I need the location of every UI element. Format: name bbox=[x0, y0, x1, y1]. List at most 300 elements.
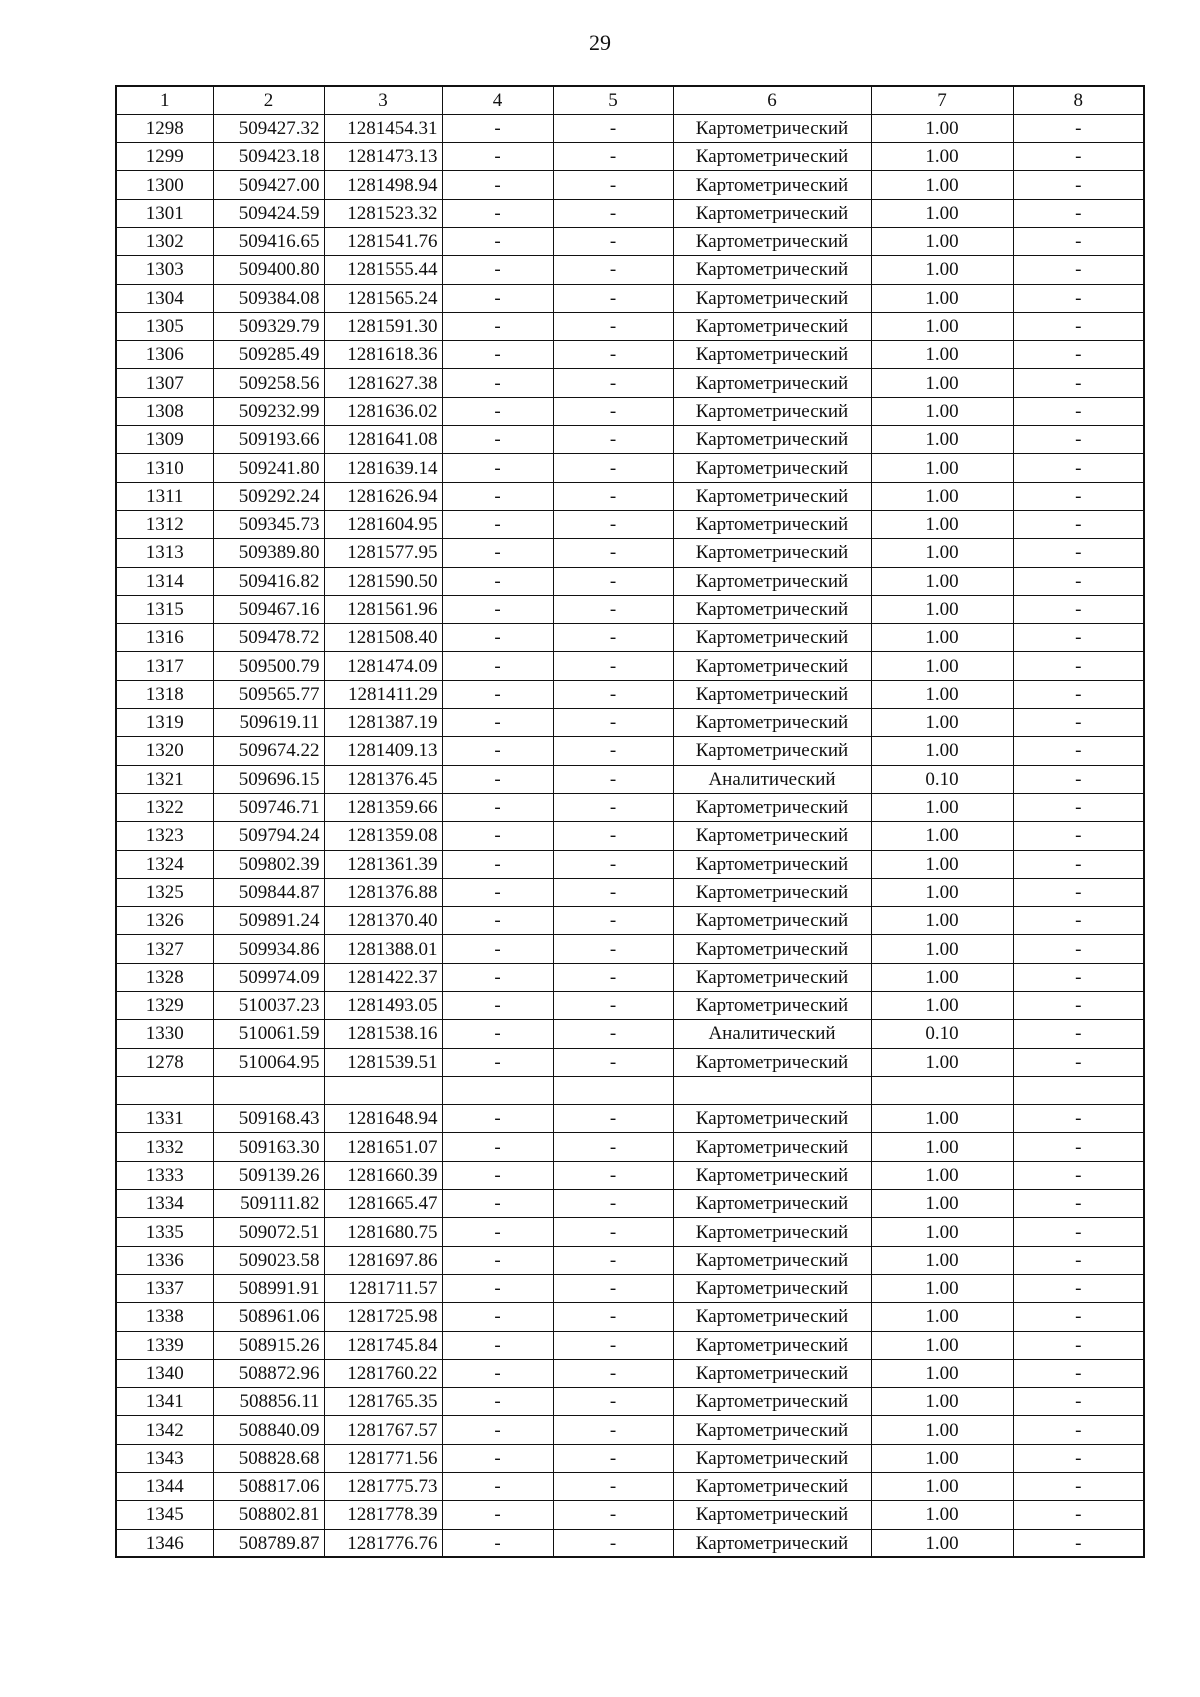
col5-cell: - bbox=[553, 1105, 673, 1133]
col5-cell: - bbox=[553, 567, 673, 595]
point-number-cell: 1319 bbox=[116, 709, 213, 737]
point-number-cell: 1329 bbox=[116, 992, 213, 1020]
point-number-cell: 1299 bbox=[116, 143, 213, 171]
point-number-cell: 1303 bbox=[116, 256, 213, 284]
accuracy-cell: 1.00 bbox=[871, 1048, 1013, 1076]
method-cell: Аналитический bbox=[673, 765, 871, 793]
y-coordinate-cell: 1281370.40 bbox=[324, 907, 442, 935]
y-coordinate-cell: 1281745.84 bbox=[324, 1331, 442, 1359]
y-coordinate-cell: 1281539.51 bbox=[324, 1048, 442, 1076]
point-number-cell: 1336 bbox=[116, 1246, 213, 1274]
column-header: 7 bbox=[871, 86, 1013, 114]
accuracy-cell: 1.00 bbox=[871, 567, 1013, 595]
y-coordinate-cell: 1281409.13 bbox=[324, 737, 442, 765]
point-number-cell: 1341 bbox=[116, 1388, 213, 1416]
method-cell: Картометрический bbox=[673, 341, 871, 369]
table-row bbox=[116, 341, 1144, 369]
point-number-cell: 1343 bbox=[116, 1444, 213, 1472]
y-coordinate-cell: 1281359.66 bbox=[324, 793, 442, 821]
point-number-cell: 1316 bbox=[116, 624, 213, 652]
accuracy-cell bbox=[871, 1076, 1013, 1104]
method-cell: Картометрический bbox=[673, 1161, 871, 1189]
col5-cell: - bbox=[553, 539, 673, 567]
x-coordinate-cell: 508872.96 bbox=[213, 1359, 324, 1387]
y-coordinate-cell: 1281767.57 bbox=[324, 1416, 442, 1444]
col4-cell: - bbox=[442, 256, 553, 284]
method-cell: Картометрический bbox=[673, 652, 871, 680]
col8-cell: - bbox=[1013, 595, 1144, 623]
point-number-cell: 1327 bbox=[116, 935, 213, 963]
method-cell: Картометрический bbox=[673, 1359, 871, 1387]
x-coordinate-cell: 509424.59 bbox=[213, 199, 324, 227]
col8-cell: - bbox=[1013, 963, 1144, 991]
col4-cell: - bbox=[442, 822, 553, 850]
col8-cell: - bbox=[1013, 1331, 1144, 1359]
col5-cell: - bbox=[553, 624, 673, 652]
col5-cell: - bbox=[553, 1020, 673, 1048]
y-coordinate-cell: 1281626.94 bbox=[324, 482, 442, 510]
col4-cell: - bbox=[442, 1274, 553, 1302]
method-cell: Картометрический bbox=[673, 1274, 871, 1302]
table-row bbox=[116, 171, 1144, 199]
col4-cell bbox=[442, 1076, 553, 1104]
col5-cell: - bbox=[553, 1274, 673, 1302]
col8-cell: - bbox=[1013, 822, 1144, 850]
y-coordinate-cell: 1281618.36 bbox=[324, 341, 442, 369]
method-cell: Картометрический bbox=[673, 737, 871, 765]
accuracy-cell: 1.00 bbox=[871, 680, 1013, 708]
x-coordinate-cell: 509292.24 bbox=[213, 482, 324, 510]
table-row bbox=[116, 1246, 1144, 1274]
col4-cell: - bbox=[442, 878, 553, 906]
col4-cell: - bbox=[442, 935, 553, 963]
col5-cell: - bbox=[553, 1473, 673, 1501]
accuracy-cell: 1.00 bbox=[871, 624, 1013, 652]
col4-cell: - bbox=[442, 1190, 553, 1218]
col8-cell: - bbox=[1013, 793, 1144, 821]
point-number-cell: 1302 bbox=[116, 227, 213, 255]
table-row bbox=[116, 850, 1144, 878]
point-number-cell: 1315 bbox=[116, 595, 213, 623]
table-row bbox=[116, 114, 1144, 142]
method-cell: Картометрический bbox=[673, 1246, 871, 1274]
accuracy-cell: 1.00 bbox=[871, 1303, 1013, 1331]
col4-cell: - bbox=[442, 595, 553, 623]
point-number-cell: 1346 bbox=[116, 1529, 213, 1557]
col4-cell: - bbox=[442, 765, 553, 793]
point-number-cell: 1278 bbox=[116, 1048, 213, 1076]
table-row bbox=[116, 793, 1144, 821]
table-row bbox=[116, 1416, 1144, 1444]
accuracy-cell: 1.00 bbox=[871, 227, 1013, 255]
col8-cell: - bbox=[1013, 1388, 1144, 1416]
col5-cell: - bbox=[553, 1133, 673, 1161]
col8-cell: - bbox=[1013, 397, 1144, 425]
point-number-cell bbox=[116, 1076, 213, 1104]
col4-cell: - bbox=[442, 284, 553, 312]
col8-cell: - bbox=[1013, 935, 1144, 963]
col4-cell: - bbox=[442, 454, 553, 482]
point-number-cell: 1333 bbox=[116, 1161, 213, 1189]
point-number-cell: 1305 bbox=[116, 312, 213, 340]
col8-cell: - bbox=[1013, 1416, 1144, 1444]
col5-cell: - bbox=[553, 397, 673, 425]
col8-cell: - bbox=[1013, 482, 1144, 510]
accuracy-cell: 1.00 bbox=[871, 1444, 1013, 1472]
table-row bbox=[116, 992, 1144, 1020]
table-row bbox=[116, 907, 1144, 935]
accuracy-cell: 1.00 bbox=[871, 114, 1013, 142]
col5-cell: - bbox=[553, 907, 673, 935]
table-row bbox=[116, 595, 1144, 623]
method-cell: Картометрический bbox=[673, 1501, 871, 1529]
col4-cell: - bbox=[442, 1388, 553, 1416]
column-header: 6 bbox=[673, 86, 871, 114]
col8-cell: - bbox=[1013, 284, 1144, 312]
accuracy-cell: 1.00 bbox=[871, 737, 1013, 765]
x-coordinate-cell: 509746.71 bbox=[213, 793, 324, 821]
col5-cell: - bbox=[553, 114, 673, 142]
col4-cell: - bbox=[442, 963, 553, 991]
y-coordinate-cell: 1281411.29 bbox=[324, 680, 442, 708]
point-number-cell: 1307 bbox=[116, 369, 213, 397]
col4-cell: - bbox=[442, 992, 553, 1020]
col5-cell: - bbox=[553, 680, 673, 708]
col5-cell: - bbox=[553, 992, 673, 1020]
x-coordinate-cell: 508840.09 bbox=[213, 1416, 324, 1444]
col4-cell: - bbox=[442, 539, 553, 567]
point-number-cell: 1310 bbox=[116, 454, 213, 482]
method-cell: Картометрический bbox=[673, 878, 871, 906]
col4-cell: - bbox=[442, 1501, 553, 1529]
y-coordinate-cell: 1281660.39 bbox=[324, 1161, 442, 1189]
col4-cell: - bbox=[442, 1048, 553, 1076]
col8-cell: - bbox=[1013, 341, 1144, 369]
point-number-cell: 1324 bbox=[116, 850, 213, 878]
y-coordinate-cell: 1281775.73 bbox=[324, 1473, 442, 1501]
y-coordinate-cell: 1281523.32 bbox=[324, 199, 442, 227]
point-number-cell: 1317 bbox=[116, 652, 213, 680]
col5-cell: - bbox=[553, 1048, 673, 1076]
accuracy-cell: 1.00 bbox=[871, 1529, 1013, 1557]
point-number-cell: 1345 bbox=[116, 1501, 213, 1529]
point-number-cell: 1301 bbox=[116, 199, 213, 227]
point-number-cell: 1338 bbox=[116, 1303, 213, 1331]
y-coordinate-cell: 1281680.75 bbox=[324, 1218, 442, 1246]
accuracy-cell: 1.00 bbox=[871, 709, 1013, 737]
y-coordinate-cell bbox=[324, 1076, 442, 1104]
col4-cell: - bbox=[442, 567, 553, 595]
y-coordinate-cell: 1281648.94 bbox=[324, 1105, 442, 1133]
accuracy-cell: 0.10 bbox=[871, 1020, 1013, 1048]
method-cell: Картометрический bbox=[673, 1105, 871, 1133]
col8-cell: - bbox=[1013, 426, 1144, 454]
table-row bbox=[116, 143, 1144, 171]
col5-cell: - bbox=[553, 1388, 673, 1416]
col4-cell: - bbox=[442, 737, 553, 765]
point-number-cell: 1312 bbox=[116, 510, 213, 538]
accuracy-cell: 1.00 bbox=[871, 1190, 1013, 1218]
table-row bbox=[116, 709, 1144, 737]
col4-cell: - bbox=[442, 907, 553, 935]
y-coordinate-cell: 1281541.76 bbox=[324, 227, 442, 255]
table-row bbox=[116, 935, 1144, 963]
point-number-cell: 1325 bbox=[116, 878, 213, 906]
method-cell: Картометрический bbox=[673, 369, 871, 397]
accuracy-cell: 1.00 bbox=[871, 1246, 1013, 1274]
col4-cell: - bbox=[442, 652, 553, 680]
method-cell bbox=[673, 1076, 871, 1104]
accuracy-cell: 1.00 bbox=[871, 1161, 1013, 1189]
accuracy-cell: 1.00 bbox=[871, 793, 1013, 821]
point-number-cell: 1342 bbox=[116, 1416, 213, 1444]
table-row bbox=[116, 199, 1144, 227]
y-coordinate-cell: 1281359.08 bbox=[324, 822, 442, 850]
col8-cell: - bbox=[1013, 1303, 1144, 1331]
col8-cell: - bbox=[1013, 1133, 1144, 1161]
table-row bbox=[116, 1303, 1144, 1331]
method-cell: Картометрический bbox=[673, 454, 871, 482]
col5-cell: - bbox=[553, 709, 673, 737]
col8-cell: - bbox=[1013, 1246, 1144, 1274]
accuracy-cell: 1.00 bbox=[871, 510, 1013, 538]
col8-cell: - bbox=[1013, 1020, 1144, 1048]
point-number-cell: 1311 bbox=[116, 482, 213, 510]
accuracy-cell: 1.00 bbox=[871, 878, 1013, 906]
y-coordinate-cell: 1281561.96 bbox=[324, 595, 442, 623]
x-coordinate-cell: 510037.23 bbox=[213, 992, 324, 1020]
method-cell: Картометрический bbox=[673, 567, 871, 595]
table-row bbox=[116, 1359, 1144, 1387]
x-coordinate-cell: 509619.11 bbox=[213, 709, 324, 737]
col8-cell: - bbox=[1013, 510, 1144, 538]
accuracy-cell: 1.00 bbox=[871, 143, 1013, 171]
x-coordinate-cell: 508991.91 bbox=[213, 1274, 324, 1302]
col8-cell: - bbox=[1013, 1190, 1144, 1218]
x-coordinate-cell: 509500.79 bbox=[213, 652, 324, 680]
table-row bbox=[116, 680, 1144, 708]
x-coordinate-cell: 509427.00 bbox=[213, 171, 324, 199]
point-number-cell: 1335 bbox=[116, 1218, 213, 1246]
method-cell: Картометрический bbox=[673, 1473, 871, 1501]
method-cell: Картометрический bbox=[673, 1190, 871, 1218]
x-coordinate-cell: 508828.68 bbox=[213, 1444, 324, 1472]
y-coordinate-cell: 1281565.24 bbox=[324, 284, 442, 312]
y-coordinate-cell: 1281765.35 bbox=[324, 1388, 442, 1416]
col4-cell: - bbox=[442, 793, 553, 821]
y-coordinate-cell: 1281361.39 bbox=[324, 850, 442, 878]
col5-cell: - bbox=[553, 426, 673, 454]
table-row bbox=[116, 227, 1144, 255]
table-row bbox=[116, 624, 1144, 652]
table-row bbox=[116, 1473, 1144, 1501]
accuracy-cell: 1.00 bbox=[871, 341, 1013, 369]
col4-cell: - bbox=[442, 341, 553, 369]
point-number-cell: 1318 bbox=[116, 680, 213, 708]
method-cell: Картометрический bbox=[673, 397, 871, 425]
col4-cell: - bbox=[442, 312, 553, 340]
col8-cell: - bbox=[1013, 539, 1144, 567]
method-cell: Картометрический bbox=[673, 1048, 871, 1076]
accuracy-cell: 1.00 bbox=[871, 652, 1013, 680]
point-number-cell: 1306 bbox=[116, 341, 213, 369]
x-coordinate-cell: 509478.72 bbox=[213, 624, 324, 652]
table-row bbox=[116, 284, 1144, 312]
col5-cell: - bbox=[553, 737, 673, 765]
col5-cell: - bbox=[553, 1501, 673, 1529]
accuracy-cell: 1.00 bbox=[871, 822, 1013, 850]
col4-cell: - bbox=[442, 850, 553, 878]
method-cell: Картометрический bbox=[673, 935, 871, 963]
y-coordinate-cell: 1281651.07 bbox=[324, 1133, 442, 1161]
y-coordinate-cell: 1281590.50 bbox=[324, 567, 442, 595]
y-coordinate-cell: 1281604.95 bbox=[324, 510, 442, 538]
col8-cell: - bbox=[1013, 312, 1144, 340]
col8-cell: - bbox=[1013, 1105, 1144, 1133]
accuracy-cell: 1.00 bbox=[871, 312, 1013, 340]
col8-cell: - bbox=[1013, 567, 1144, 595]
point-number-cell: 1304 bbox=[116, 284, 213, 312]
table-row bbox=[116, 539, 1144, 567]
accuracy-cell: 1.00 bbox=[871, 454, 1013, 482]
method-cell: Аналитический bbox=[673, 1020, 871, 1048]
col4-cell: - bbox=[442, 1416, 553, 1444]
x-coordinate-cell: 509674.22 bbox=[213, 737, 324, 765]
table-row bbox=[116, 397, 1144, 425]
accuracy-cell: 1.00 bbox=[871, 284, 1013, 312]
y-coordinate-cell: 1281665.47 bbox=[324, 1190, 442, 1218]
method-cell: Картометрический bbox=[673, 199, 871, 227]
table-row bbox=[116, 1105, 1144, 1133]
point-number-cell: 1323 bbox=[116, 822, 213, 850]
accuracy-cell: 1.00 bbox=[871, 539, 1013, 567]
x-coordinate-cell: 509400.80 bbox=[213, 256, 324, 284]
y-coordinate-cell: 1281778.39 bbox=[324, 1501, 442, 1529]
col8-cell bbox=[1013, 1076, 1144, 1104]
y-coordinate-cell: 1281498.94 bbox=[324, 171, 442, 199]
accuracy-cell: 1.00 bbox=[871, 992, 1013, 1020]
col4-cell: - bbox=[442, 227, 553, 255]
col5-cell: - bbox=[553, 652, 673, 680]
point-number-cell: 1330 bbox=[116, 1020, 213, 1048]
col8-cell: - bbox=[1013, 114, 1144, 142]
col4-cell: - bbox=[442, 143, 553, 171]
y-coordinate-cell: 1281725.98 bbox=[324, 1303, 442, 1331]
col8-cell: - bbox=[1013, 850, 1144, 878]
method-cell: Картометрический bbox=[673, 1529, 871, 1557]
col4-cell: - bbox=[442, 1303, 553, 1331]
table-row bbox=[116, 1331, 1144, 1359]
col5-cell: - bbox=[553, 1303, 673, 1331]
col8-cell: - bbox=[1013, 1501, 1144, 1529]
point-number-cell: 1322 bbox=[116, 793, 213, 821]
col5-cell: - bbox=[553, 1444, 673, 1472]
point-number-cell: 1308 bbox=[116, 397, 213, 425]
col5-cell: - bbox=[553, 1416, 673, 1444]
y-coordinate-cell: 1281639.14 bbox=[324, 454, 442, 482]
coordinates-table bbox=[115, 85, 1145, 1558]
y-coordinate-cell: 1281422.37 bbox=[324, 963, 442, 991]
col8-cell: - bbox=[1013, 171, 1144, 199]
y-coordinate-cell: 1281376.88 bbox=[324, 878, 442, 906]
y-coordinate-cell: 1281577.95 bbox=[324, 539, 442, 567]
x-coordinate-cell: 509345.73 bbox=[213, 510, 324, 538]
point-number-cell: 1332 bbox=[116, 1133, 213, 1161]
accuracy-cell: 1.00 bbox=[871, 1133, 1013, 1161]
x-coordinate-cell: 509193.66 bbox=[213, 426, 324, 454]
accuracy-cell: 1.00 bbox=[871, 256, 1013, 284]
table-row bbox=[116, 1020, 1144, 1048]
col5-cell: - bbox=[553, 341, 673, 369]
col4-cell: - bbox=[442, 199, 553, 227]
column-header: 8 bbox=[1013, 86, 1144, 114]
col5-cell: - bbox=[553, 1246, 673, 1274]
table-row bbox=[116, 1161, 1144, 1189]
col8-cell: - bbox=[1013, 1274, 1144, 1302]
y-coordinate-cell: 1281771.56 bbox=[324, 1444, 442, 1472]
method-cell: Картометрический bbox=[673, 143, 871, 171]
col5-cell: - bbox=[553, 510, 673, 538]
y-coordinate-cell: 1281776.76 bbox=[324, 1529, 442, 1557]
x-coordinate-cell: 509258.56 bbox=[213, 369, 324, 397]
table-row bbox=[116, 1218, 1144, 1246]
table-row bbox=[116, 510, 1144, 538]
col5-cell: - bbox=[553, 369, 673, 397]
table-row bbox=[116, 963, 1144, 991]
col8-cell: - bbox=[1013, 680, 1144, 708]
accuracy-cell: 1.00 bbox=[871, 1359, 1013, 1387]
method-cell: Картометрический bbox=[673, 992, 871, 1020]
accuracy-cell: 1.00 bbox=[871, 1218, 1013, 1246]
column-header: 5 bbox=[553, 86, 673, 114]
x-coordinate-cell: 509241.80 bbox=[213, 454, 324, 482]
table-row bbox=[116, 454, 1144, 482]
x-coordinate-cell: 509802.39 bbox=[213, 850, 324, 878]
col8-cell: - bbox=[1013, 1529, 1144, 1557]
x-coordinate-cell: 510064.95 bbox=[213, 1048, 324, 1076]
x-coordinate-cell: 509974.09 bbox=[213, 963, 324, 991]
accuracy-cell: 1.00 bbox=[871, 1473, 1013, 1501]
y-coordinate-cell: 1281387.19 bbox=[324, 709, 442, 737]
col8-cell: - bbox=[1013, 709, 1144, 737]
accuracy-cell: 1.00 bbox=[871, 1331, 1013, 1359]
col8-cell: - bbox=[1013, 1218, 1144, 1246]
accuracy-cell: 1.00 bbox=[871, 850, 1013, 878]
x-coordinate-cell: 509423.18 bbox=[213, 143, 324, 171]
col8-cell: - bbox=[1013, 624, 1144, 652]
x-coordinate-cell: 509389.80 bbox=[213, 539, 324, 567]
point-number-cell: 1298 bbox=[116, 114, 213, 142]
col8-cell: - bbox=[1013, 256, 1144, 284]
point-number-cell: 1339 bbox=[116, 1331, 213, 1359]
column-header: 3 bbox=[324, 86, 442, 114]
col5-cell: - bbox=[553, 199, 673, 227]
y-coordinate-cell: 1281538.16 bbox=[324, 1020, 442, 1048]
method-cell: Картометрический bbox=[673, 1331, 871, 1359]
col5-cell: - bbox=[553, 850, 673, 878]
table-header-row bbox=[116, 86, 1144, 114]
col5-cell: - bbox=[553, 1359, 673, 1387]
col5-cell: - bbox=[553, 454, 673, 482]
y-coordinate-cell: 1281474.09 bbox=[324, 652, 442, 680]
col5-cell: - bbox=[553, 256, 673, 284]
col5-cell: - bbox=[553, 171, 673, 199]
x-coordinate-cell: 510061.59 bbox=[213, 1020, 324, 1048]
x-coordinate-cell: 509467.16 bbox=[213, 595, 324, 623]
col8-cell: - bbox=[1013, 143, 1144, 171]
x-coordinate-cell: 509565.77 bbox=[213, 680, 324, 708]
x-coordinate-cell: 509329.79 bbox=[213, 312, 324, 340]
